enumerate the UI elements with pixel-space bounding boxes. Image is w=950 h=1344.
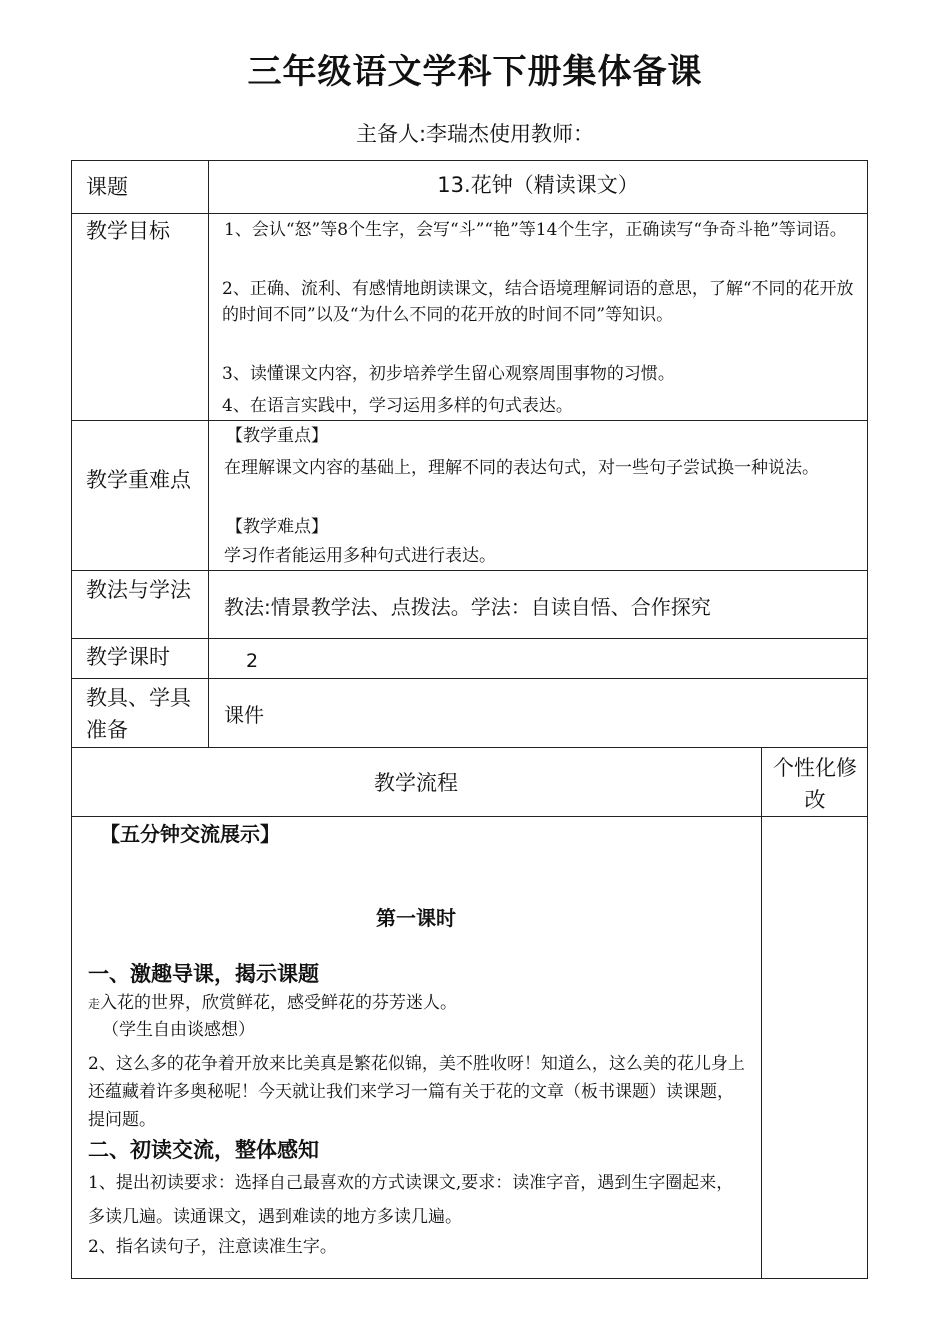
part1-line1-prefix: 走 bbox=[88, 997, 101, 1011]
row-divider bbox=[71, 213, 868, 214]
topic-label: 课题 bbox=[86, 175, 128, 199]
row-divider bbox=[71, 816, 868, 817]
key-points-label: 教学重难点 bbox=[86, 468, 191, 492]
column-divider bbox=[761, 747, 762, 1279]
row-divider bbox=[71, 747, 868, 748]
flow-header: 教学流程 bbox=[374, 771, 458, 795]
methods-value: 教法:情景教学法、点拨法。学法：自读自悟、合作探究 bbox=[224, 595, 711, 619]
objective-item: 4、在语言实践中，学习运用多样的句式表达。 bbox=[222, 396, 573, 416]
row-divider bbox=[71, 678, 868, 679]
part2-line2: 2、指名读句子，注意读准生字。 bbox=[88, 1237, 337, 1257]
hours-value: 2 bbox=[246, 650, 259, 672]
focus-text: 在理解课文内容的基础上，理解不同的表达句式，对一些句子尝试换一种说法。 bbox=[224, 458, 819, 478]
objective-item: 1、会认“怒”等8个生字，会写“斗”“艳”等14个生字，正确读写“争奇斗艳”等词语。 bbox=[224, 220, 847, 240]
part1-line1-text: 入花的世界，欣赏鲜花，感受鲜花的芬芳迷人。 bbox=[100, 993, 458, 1013]
difficulty-heading: 【教学难点】 bbox=[226, 517, 328, 537]
part2-line1: 1、提出初读要求：选择自己最喜欢的方式读课文,要求：读准字音，遇到生字圈起来，多读几遍。读通课文，遇到难读的地方多读几遍。 bbox=[88, 1173, 734, 1227]
document-subtitle: 主备人:李瑞杰使用教师： bbox=[355, 122, 595, 146]
hours-label: 教学课时 bbox=[86, 645, 170, 669]
row-divider bbox=[71, 570, 868, 571]
objective-item: 3、读懂课文内容，初步培养学生留心观察周围事物的习惯。 bbox=[222, 364, 675, 384]
focus-heading: 【教学重点】 bbox=[226, 426, 328, 446]
row-divider bbox=[71, 638, 868, 639]
objectives-label: 教学目标 bbox=[86, 219, 170, 243]
personal-header: 个性化修改 bbox=[773, 756, 857, 812]
topic-value: 13.花钟（精读课文） bbox=[437, 173, 639, 197]
part2-heading: 二、初读交流，整体感知 bbox=[88, 1138, 319, 1162]
row-divider bbox=[71, 420, 868, 421]
methods-label: 教法与学法 bbox=[86, 578, 191, 602]
objective-item: 2、正确、流利、有感情地朗读课文，结合语境理解词语的意思，了解“不同的花开放的时间不同”以及“为什么不同的花开放的时间不同”等知识。 bbox=[222, 279, 854, 325]
part1-heading: 一、激趣导课，揭示课题 bbox=[88, 962, 319, 986]
column-divider bbox=[208, 160, 209, 747]
part1-line3: 2、这么多的花争着开放来比美真是繁花似锦，美不胜收呀！知道么，这么美的花儿身上还蕴藏着许多奥秘呢！今天就让我们来学习一篇有关于花的文章（板书课题）读课题，提问题。 bbox=[88, 1054, 745, 1130]
document-title: 三年级语文学科下册集体备课 bbox=[247, 52, 703, 92]
tools-label: 教具、学具准备 bbox=[86, 686, 191, 742]
lesson-title: 第一课时 bbox=[376, 906, 456, 930]
part1-line2: （学生自由谈感想） bbox=[102, 1020, 255, 1040]
tools-value: 课件 bbox=[224, 703, 264, 727]
part1-line1 bbox=[88, 990, 748, 1017]
section-intro: 【五分钟交流展示】 bbox=[100, 822, 280, 846]
difficulty-text: 学习作者能运用多种句式进行表达。 bbox=[224, 546, 496, 566]
